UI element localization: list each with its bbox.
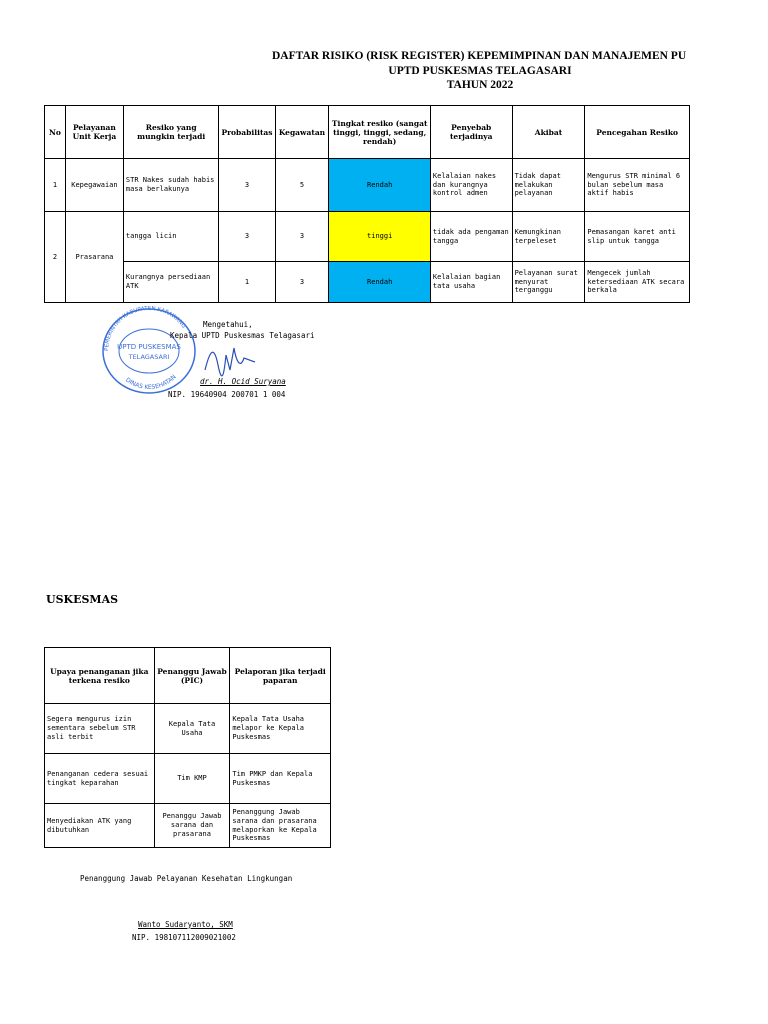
row-action: Menyediakan ATK yang dibutuhkan	[45, 804, 155, 848]
row-effect: Tidak dapat melakukan pelayanan	[512, 159, 585, 212]
row-pic: Penanggu Jawab sarana dan prasarana	[154, 804, 230, 848]
table-row	[45, 754, 331, 804]
risk-handling-table	[44, 647, 331, 848]
doc-title-line2: UPTD PUSKESMAS TELAGASARI	[388, 65, 572, 77]
col-header-pic: Penanggu Jawab (PIC)	[154, 648, 230, 704]
row-level-cell: tinggi	[329, 212, 430, 262]
row-effect: Kemungkinan terpeleset	[512, 212, 585, 262]
col-header-probability: Probabilitas	[219, 106, 275, 159]
row-risk: Kurangnya persediaan ATK	[123, 262, 219, 303]
row-severity: 3	[275, 212, 329, 262]
row-cause: tidak ada pengaman tangga	[430, 212, 512, 262]
risk-table-header-row	[45, 106, 690, 159]
handling-header-row	[45, 648, 331, 704]
col-header-level: Tingkat resiko (sangat tinggi, tinggi, sedang, rendah)	[329, 106, 430, 159]
row-report: Penanggung Jawab sarana dan prasarana melaporkan ke Kepala Puskesmas	[230, 804, 331, 848]
stamp-ring-top: PEMERINTAH KABUPATEN KARAWANG	[103, 306, 187, 352]
signature1-position: Kepala UPTD Puskesmas Telagasari	[170, 331, 315, 340]
col-header-unit: Pelayanan Unit Kerja	[65, 106, 123, 159]
row-risk: tangga licin	[123, 212, 219, 262]
signature2-name: Wanto Sudaryanto, SKM	[138, 920, 233, 929]
col-header-risk: Resiko yang mungkin terjadi	[123, 106, 219, 159]
row-cause: Kelalaian bagian tata usaha	[430, 262, 512, 303]
official-stamp	[94, 306, 204, 396]
row-probability: 3	[219, 212, 275, 262]
signature1-nip: NIP. 19640904 200701 1 004	[168, 390, 286, 399]
row-unit: Prasarana	[65, 212, 123, 303]
stamp-center-line1: UPTD PUSKESMAS	[117, 343, 181, 351]
table-row	[45, 804, 331, 848]
row-prevention: Pemasangan karet anti slip untuk tangga	[585, 212, 690, 262]
section2-title: USKESMAS	[46, 593, 119, 606]
table-row	[45, 262, 690, 303]
stamp-center-line2: TELAGASARI	[128, 353, 170, 361]
row-report: Kepala Tata Usaha melapor ke Kepala Puskesmas	[230, 704, 331, 754]
col-header-cause: Penyebab terjadinya	[430, 106, 512, 159]
row-no: 1	[45, 159, 66, 212]
table-row	[45, 212, 690, 262]
row-prevention: Mengurus STR minimal 6 bulan sebelum masa aktif habis	[585, 159, 690, 212]
row-prevention: Mengecek jumlah ketersediaan ATK secara berkala	[585, 262, 690, 303]
row-pic: Tim KMP	[154, 754, 230, 804]
row-no: 2	[45, 212, 66, 303]
row-unit: Kepegawaian	[65, 159, 123, 212]
row-severity: 5	[275, 159, 329, 212]
col-header-prevention: Pencegahan Resiko	[585, 106, 690, 159]
table-row	[45, 704, 331, 754]
row-severity: 3	[275, 262, 329, 303]
doc-title-line3: TAHUN 2022	[446, 79, 514, 91]
row-cause: Kelalaian nakes dan kurangnya kontrol admen	[430, 159, 512, 212]
row-level-cell: Rendah	[329, 262, 430, 303]
row-risk: STR Nakes sudah habis masa berlakunya	[123, 159, 219, 212]
doc-title-line1: DAFTAR RISIKO (RISK REGISTER) KEPEMIMPINAN DAN MANAJEMEN PU	[272, 50, 687, 62]
col-header-no: No	[45, 106, 66, 159]
row-probability: 3	[219, 159, 275, 212]
risk-register-table	[44, 105, 690, 303]
stamp-ring-bottom: DINAS KESEHATAN	[124, 373, 178, 392]
signature1-name: dr. H. Ocid Suryana	[200, 377, 286, 386]
row-pic: Kepala Tata Usaha	[154, 704, 230, 754]
row-action: Segera mengurus izin sementara sebelum STR asli terbit	[45, 704, 155, 754]
row-report: Tim PMKP dan Kepala Puskesmas	[230, 754, 331, 804]
row-level-cell: Rendah	[329, 159, 430, 212]
row-effect: Pelayanan surat menyurat terganggu	[512, 262, 585, 303]
signature2-nip: NIP. 198107112009021002	[132, 933, 236, 942]
signature1-known: Mengetahui,	[203, 320, 253, 329]
col-header-severity: Kegawatan	[275, 106, 329, 159]
signature2-position: Penanggung Jawab Pelayanan Kesehatan Lingkungan	[80, 874, 293, 883]
col-header-effect: Akibat	[512, 106, 585, 159]
table-row	[45, 159, 690, 212]
signature-mark	[200, 340, 260, 380]
row-probability: 1	[219, 262, 275, 303]
col-header-action: Upaya penanganan jika terkena resiko	[45, 648, 155, 704]
row-action: Penanganan cedera sesuai tingkat keparahan	[45, 754, 155, 804]
col-header-report: Pelaporan jika terjadi paparan	[230, 648, 331, 704]
